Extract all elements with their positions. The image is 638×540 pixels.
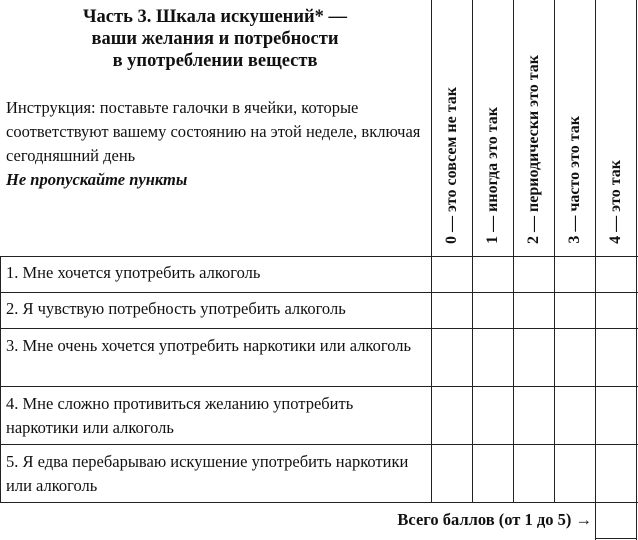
item-4-cell-2[interactable] [514,387,554,444]
item-2-cell-0[interactable] [432,293,472,328]
no-skip-warning: Не пропускайте пункты [6,170,188,189]
item-3-text: 3. Мне очень хочется употребить наркотики или алкоголь [6,336,411,355]
grid-line-left [0,256,1,502]
item-4-cell-1[interactable] [473,387,513,444]
item-2-cell-4[interactable] [596,293,636,328]
item-4-text: 4. Мне сложно противиться желанию употребить наркотики или алкоголь [6,394,354,437]
item-2-cell-1[interactable] [473,293,513,328]
item-5-text: 5. Я едва перебарываю искушение употребить наркотики или алкоголь [6,452,409,495]
item-5-cell-1[interactable] [473,445,513,502]
scale-header-1: 1 — иногда это так [483,107,501,244]
item-3-cell-0[interactable] [432,329,472,386]
total-cell-bottom [595,538,637,539]
title-line-3: в употреблении веществ [112,51,318,71]
item-2-cell-3[interactable] [555,293,595,328]
title-line-1: Часть 3. Шкала искушений* — [82,7,348,27]
item-2-text: 2. Я чувствую потребность употребить алкоголь [6,299,346,318]
item-5-cell-3[interactable] [555,445,595,502]
section-title [40,6,390,72]
instructions [6,96,428,192]
item-3-cell-2[interactable] [514,329,554,386]
item-1-cell-1[interactable] [473,257,513,292]
grid-line-right [636,0,637,540]
item-4-cell-0[interactable] [432,387,472,444]
total-score-label: Всего баллов (от 1 до 5) → [397,510,592,529]
item-3-cell-1[interactable] [473,329,513,386]
instruction-text: поставьте галочки в ячейки, которые соответствуют вашему состоянию на этой неделе, включая сегодняшний день [6,98,421,165]
item-3-cell-3[interactable] [555,329,595,386]
item-5-cell-0[interactable] [432,445,472,502]
grid-line-row-5 [0,502,638,503]
scale-header-4: 4 — это так [606,160,624,244]
scale-header-2: 2 — периодически это так [524,55,542,244]
item-1-cell-0[interactable] [432,257,472,292]
scale-header-0: 0 — это совсем не так [442,87,460,244]
item-1-text: 1. Мне хочется употребить алкоголь [6,263,261,282]
item-3-cell-4[interactable] [596,329,636,386]
item-4-cell-4[interactable] [596,387,636,444]
item-1-cell-2[interactable] [514,257,554,292]
item-1-cell-4[interactable] [596,257,636,292]
scale-header-3: 3 — часто это так [565,116,583,244]
total-score-cell[interactable] [597,504,636,538]
item-5-cell-2[interactable] [514,445,554,502]
item-4-cell-3[interactable] [555,387,595,444]
title-line-2: ваши желания и потребности [91,29,339,49]
item-2-cell-2[interactable] [514,293,554,328]
item-5-cell-4[interactable] [596,445,636,502]
item-1-cell-3[interactable] [555,257,595,292]
instruction-label: Инструкция: [6,98,96,117]
